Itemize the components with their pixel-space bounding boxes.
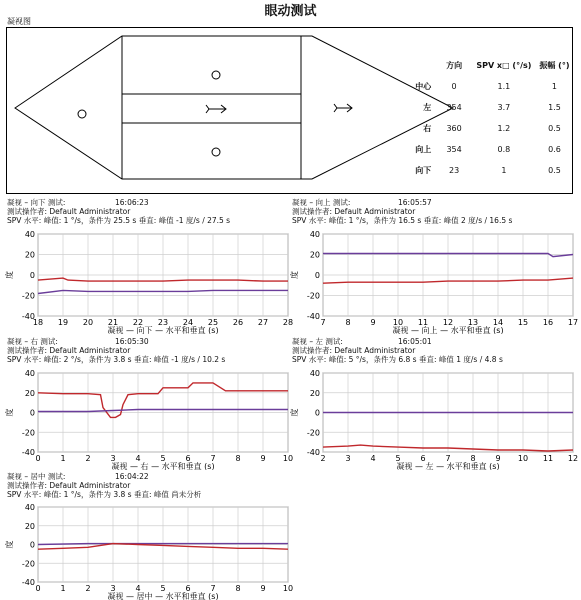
panel-time: 16:05:01 bbox=[398, 337, 432, 346]
x-tick-label: 11 bbox=[542, 454, 554, 463]
row-label: 向上 bbox=[415, 145, 432, 154]
x-tick-label: 4 bbox=[370, 454, 376, 463]
x-tick-label: 10 bbox=[282, 454, 294, 463]
y-tick-label: -20 bbox=[21, 428, 35, 438]
x-tick-label: 15 bbox=[517, 318, 529, 327]
x-tick-label: 8 bbox=[235, 454, 241, 463]
y-tick-label: -20 bbox=[306, 291, 320, 301]
x-axis-label: 凝视 — 左 — 水平和垂直 (s) bbox=[396, 462, 500, 470]
row-spv: 1.2 bbox=[497, 124, 511, 133]
x-tick-label: 23 bbox=[157, 318, 169, 327]
x-tick-label: 8 bbox=[345, 318, 351, 327]
panel-time: 16:05:30 bbox=[115, 337, 149, 346]
y-tick-label: 0 bbox=[29, 271, 35, 280]
gaze-map-box bbox=[6, 27, 573, 194]
x-tick-label: 18 bbox=[32, 318, 44, 327]
panel-operator: 测试操作者: Default Administrator bbox=[292, 346, 416, 356]
header-amplitude: 振幅 (°) bbox=[539, 61, 570, 70]
panel-test-name: 凝视 – 居中 测试: bbox=[7, 472, 66, 481]
y-tick-label: 40 bbox=[24, 503, 35, 512]
x-tick-label: 0 bbox=[35, 454, 41, 463]
panel-spv: SPV 水平: 峰值: 1 °/s，条件为 16.5 s 垂直: 峰值 2 度/s / 16.5 s bbox=[292, 216, 513, 226]
x-axis-label: 凝视 — 向上 — 水平和垂直 (s) bbox=[392, 326, 504, 334]
panel-spv: SPV 水平: 峰值: 2 °/s，条件为 3.8 s 垂直: 峰值 -1 度/s / 10.2 s bbox=[7, 355, 226, 365]
y-tick-label: -40 bbox=[21, 578, 35, 587]
x-tick-label: 3 bbox=[110, 454, 116, 463]
y-tick-label: -40 bbox=[21, 448, 35, 457]
row-label: 右 bbox=[423, 124, 432, 133]
summary-row-up bbox=[402, 139, 572, 160]
page-title: 眼动测试 bbox=[264, 4, 317, 19]
center-arrow-icon bbox=[206, 105, 226, 113]
header-spv: SPV x□ (°/s) bbox=[476, 61, 532, 70]
x-tick-label: 12 bbox=[567, 454, 579, 463]
x-tick-label: 3 bbox=[110, 584, 116, 593]
panel-time: 16:04:22 bbox=[115, 472, 149, 481]
y-tick-label: -40 bbox=[21, 312, 35, 321]
panel-operator: 测试操作者: Default Administrator bbox=[7, 481, 131, 491]
x-tick-label: 4 bbox=[135, 584, 141, 593]
x-tick-label: 25 bbox=[207, 318, 219, 327]
row-spv: 1 bbox=[501, 166, 507, 175]
panel-time: 16:05:57 bbox=[398, 198, 432, 207]
y-tick-label: 0 bbox=[314, 271, 320, 280]
panel-test-name: 凝视 – 向上 测试: bbox=[292, 198, 351, 207]
x-tick-label: 5 bbox=[160, 454, 166, 463]
x-tick-label: 8 bbox=[235, 584, 241, 593]
row-direction: 354 bbox=[446, 145, 462, 154]
panel-operator: 测试操作者: Default Administrator bbox=[7, 346, 131, 356]
y-tick-label: 0 bbox=[29, 540, 35, 550]
y-tick-label: 40 bbox=[24, 369, 35, 378]
x-tick-label: 5 bbox=[395, 454, 401, 463]
panel-info-up bbox=[292, 198, 512, 226]
x-tick-label: 7 bbox=[320, 318, 326, 327]
y-tick-label: -40 bbox=[306, 312, 320, 321]
x-tick-label: 22 bbox=[132, 318, 144, 327]
x-tick-label: 28 bbox=[282, 318, 294, 327]
chart-gaze-right bbox=[4, 367, 294, 470]
panel-info-right bbox=[7, 337, 225, 365]
x-tick-label: 16 bbox=[542, 318, 554, 327]
y-tick-label: -20 bbox=[306, 428, 320, 438]
x-tick-label: 6 bbox=[185, 454, 191, 463]
x-tick-label: 9 bbox=[260, 584, 266, 593]
up-target-circle bbox=[212, 71, 220, 79]
y-axis-label: 度 bbox=[5, 271, 14, 279]
x-tick-label: 12 bbox=[442, 318, 454, 327]
x-axis-label: 凝视 — 右 — 水平和垂直 (s) bbox=[111, 462, 215, 470]
x-tick-label: 7 bbox=[445, 454, 451, 463]
x-tick-label: 14 bbox=[492, 318, 504, 327]
chart-gaze-center bbox=[4, 501, 294, 600]
panel-info-center bbox=[7, 472, 201, 500]
x-tick-label: 21 bbox=[107, 318, 119, 327]
y-axis-label: 度 bbox=[5, 540, 14, 549]
x-tick-label: 2 bbox=[85, 584, 91, 593]
x-tick-label: 10 bbox=[517, 454, 529, 463]
x-tick-label: 24 bbox=[182, 318, 194, 327]
summary-header-row bbox=[402, 55, 572, 76]
x-tick-label: 9 bbox=[260, 454, 266, 463]
row-amplitude: 0.5 bbox=[548, 124, 561, 133]
row-amplitude: 0.6 bbox=[548, 145, 561, 154]
x-tick-label: 1 bbox=[60, 584, 66, 593]
x-tick-label: 26 bbox=[232, 318, 244, 327]
panel-test-name: 凝视 – 左 测试: bbox=[292, 337, 343, 346]
panel-info-down bbox=[7, 198, 230, 226]
y-tick-label: 20 bbox=[309, 388, 320, 398]
x-tick-label: 2 bbox=[320, 454, 326, 463]
y-tick-label: 0 bbox=[29, 408, 35, 418]
x-tick-label: 0 bbox=[35, 584, 41, 593]
y-tick-label: 20 bbox=[24, 521, 35, 531]
y-tick-label: 40 bbox=[24, 230, 35, 239]
x-tick-label: 27 bbox=[257, 318, 269, 327]
x-tick-label: 17 bbox=[567, 318, 579, 327]
row-direction: 0 bbox=[451, 82, 457, 91]
gaze-map-label: 凝视图 bbox=[7, 17, 31, 26]
summary-row-right bbox=[402, 118, 572, 139]
panel-spv: SPV 水平: 峰值: 1 °/s，条件为 25.5 s 垂直: 峰值 -1 度/s / 27.5 s bbox=[7, 216, 231, 226]
x-tick-label: 6 bbox=[420, 454, 426, 463]
y-axis-label: 度 bbox=[290, 408, 299, 417]
row-direction: 360 bbox=[446, 124, 462, 133]
x-tick-label: 1 bbox=[60, 454, 66, 463]
y-tick-label: 0 bbox=[314, 408, 320, 418]
gaze-summary-table bbox=[402, 55, 572, 181]
x-tick-label: 20 bbox=[82, 318, 94, 327]
y-axis-label: 度 bbox=[5, 408, 14, 417]
summary-row-left bbox=[402, 97, 572, 118]
row-spv: 0.8 bbox=[497, 145, 511, 154]
y-tick-label: -20 bbox=[21, 559, 35, 569]
x-tick-label: 5 bbox=[160, 584, 166, 593]
x-axis-label: 凝视 — 向下 — 水平和垂直 (s) bbox=[107, 326, 219, 334]
x-tick-label: 19 bbox=[57, 318, 69, 327]
row-label: 左 bbox=[423, 103, 432, 112]
right-arrow-icon bbox=[334, 104, 352, 112]
x-tick-label: 7 bbox=[210, 584, 216, 593]
x-tick-label: 11 bbox=[417, 318, 429, 327]
row-amplitude: 1 bbox=[551, 82, 557, 91]
row-direction: 354 bbox=[446, 103, 462, 112]
panel-time: 16:06:23 bbox=[115, 198, 149, 207]
x-tick-label: 13 bbox=[467, 318, 479, 327]
y-tick-label: 40 bbox=[309, 369, 320, 378]
row-amplitude: 1.5 bbox=[548, 103, 561, 112]
panel-spv: SPV 水平: 峰值: 1 °/s，条件为 3.8 s 垂直: 峰值 尚未分析 bbox=[7, 490, 202, 500]
row-label: 向下 bbox=[415, 166, 432, 175]
row-spv: 1.1 bbox=[497, 82, 511, 91]
y-tick-label: 20 bbox=[24, 388, 35, 398]
panel-operator: 测试操作者: Default Administrator bbox=[7, 207, 131, 217]
row-direction: 23 bbox=[448, 166, 460, 175]
x-tick-label: 4 bbox=[135, 454, 141, 463]
row-label: 中心 bbox=[415, 82, 432, 91]
summary-row-down bbox=[402, 160, 572, 181]
x-tick-label: 8 bbox=[470, 454, 476, 463]
y-tick-label: 20 bbox=[24, 250, 35, 260]
panel-operator: 测试操作者: Default Administrator bbox=[292, 207, 416, 217]
row-spv: 3.7 bbox=[497, 103, 511, 112]
summary-row-center bbox=[402, 76, 572, 97]
chart-gaze-down bbox=[4, 228, 294, 334]
x-tick-label: 6 bbox=[185, 584, 191, 593]
x-tick-label: 7 bbox=[210, 454, 216, 463]
x-tick-label: 10 bbox=[282, 584, 294, 593]
panel-test-name: 凝视 – 右 测试: bbox=[7, 337, 58, 346]
row-amplitude: 0.5 bbox=[548, 166, 561, 175]
panel-test-name: 凝视 – 向下 测试: bbox=[7, 198, 66, 207]
y-tick-label: 20 bbox=[309, 250, 320, 260]
header-direction: 方向 bbox=[446, 61, 463, 70]
y-tick-label: -40 bbox=[306, 448, 320, 457]
y-tick-label: -20 bbox=[21, 291, 35, 301]
x-tick-label: 3 bbox=[345, 454, 351, 463]
gaze-outline bbox=[15, 36, 453, 179]
left-target-circle bbox=[78, 110, 86, 118]
chart-gaze-up bbox=[289, 228, 579, 334]
x-tick-label: 2 bbox=[85, 454, 91, 463]
x-axis-label: 凝视 — 居中 — 水平和垂直 (s) bbox=[107, 592, 219, 600]
down-target-circle bbox=[212, 148, 220, 156]
x-tick-label: 9 bbox=[370, 318, 376, 327]
x-tick-label: 10 bbox=[392, 318, 404, 327]
x-tick-label: 9 bbox=[495, 454, 501, 463]
panel-info-left bbox=[292, 337, 503, 365]
chart-gaze-left bbox=[289, 367, 579, 470]
y-tick-label: 40 bbox=[309, 230, 320, 239]
panel-spv: SPV 水平: 峰值: 5 °/s，条件为 6.8 s 垂直: 峰值 1 度/s / 4.8 s bbox=[292, 355, 503, 365]
y-axis-label: 度 bbox=[290, 271, 299, 279]
